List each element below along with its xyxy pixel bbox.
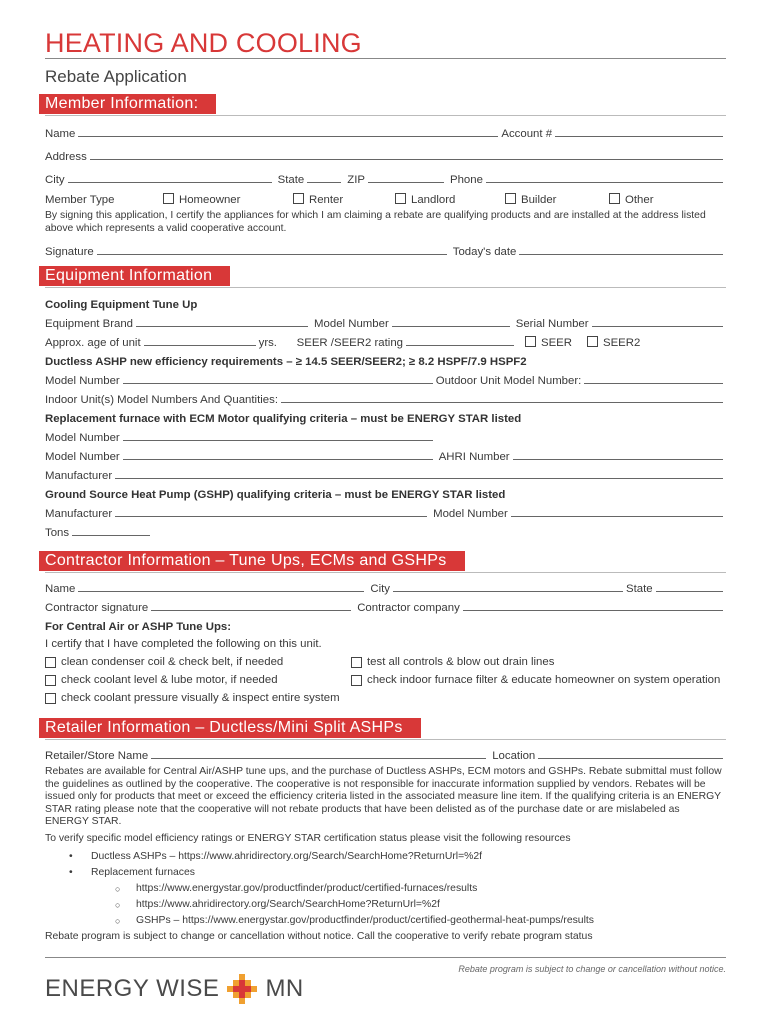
account-number-field[interactable] [555,135,723,137]
furnace-model-row-2: Model Number AHRI Number [45,444,726,463]
retailer-name-field[interactable] [151,757,486,759]
ahri-number-field[interactable] [513,458,723,460]
renter-checkbox[interactable] [293,193,304,204]
city-field[interactable] [68,181,272,183]
resource-list [45,849,726,929]
gshp-model-field[interactable] [511,515,723,517]
type-builder[interactable]: Builder [505,193,609,206]
contractor-signature-field[interactable] [151,609,351,611]
member-heading: Member Information: [39,94,216,114]
type-renter[interactable]: Renter [293,193,395,206]
todays-date-field[interactable] [519,253,723,255]
outdoor-model-field[interactable] [584,382,723,384]
footer-note: Rebate program is subject to change or cancellation without notice. [458,964,726,974]
member-type-row: Member Type Homeowner Renter Landlord Builder Other [45,194,654,206]
checkbox[interactable] [351,657,362,668]
tuneup-checklist [45,650,726,704]
check-item-2[interactable]: check coolant level & lube motor, if needed [45,668,351,686]
retailer-row: Retailer/Store Name Location [45,743,726,762]
list-item[interactable]: ○ https://www.energystar.gov/productfinder/product/certified-furnaces/results [45,881,726,897]
zip-field[interactable] [368,181,444,183]
tons-field[interactable] [72,534,150,536]
list-item[interactable]: • Ductless ASHPs – https://www.ahridirectory.org/Search/SearchHome?ReturnUrl=%2f [45,849,726,865]
gshp-manufacturer-field[interactable] [115,515,427,517]
energy-wise-logo [45,972,304,1006]
indoor-models-field[interactable] [281,401,723,403]
furnace-manufacturer-field[interactable] [115,477,723,479]
type-homeowner[interactable]: Homeowner [163,193,293,206]
check-item-5[interactable]: check indoor furnace filter & educate homeowner on system operation [351,668,726,686]
form-page [45,28,726,943]
signature-row: Signature Today's date [45,239,726,258]
member-section-header [45,94,726,116]
checkbox[interactable] [351,675,362,686]
age-row: Approx. age of unit yrs. SEER /SEER2 rating SEER SEER2 [45,337,641,349]
type-other[interactable]: Other [609,193,654,206]
contractor-heading: Contractor Information – Tune Ups, ECMs and GSHPs [39,551,465,571]
type-landlord[interactable]: Landlord [395,193,505,206]
equipment-heading: Equipment Information [39,266,230,286]
furnace-manufacturer-row: Manufacturer [45,463,726,482]
change-text: Rebate program is subject to change or cancellation without notice. Call the cooperative to verify rebate program status [45,930,593,942]
equipment-brand-field[interactable] [136,325,308,327]
tuneup-certify: I certify that I have completed the following on this unit. [45,638,322,650]
furnace-model-row-1: Model Number [45,425,726,444]
seer-option[interactable]: SEER [525,336,587,349]
contractor-sig-row: Contractor signature Contractor company [45,595,726,614]
retailer-section-header [45,718,726,740]
member-name-field[interactable] [78,135,498,137]
contractor-name-row: Name City State [45,576,726,595]
logo-text-left: ENERGY WISE [45,975,220,1002]
list-item: • Replacement furnaces [45,865,726,881]
phone-field[interactable] [486,181,723,183]
ductless-model-field[interactable] [123,382,433,384]
list-item[interactable]: ○ GSHPs – https://www.energystar.gov/productfinder/product/certified-geothermal-heat-pumps/results [45,913,726,929]
homeowner-checkbox[interactable] [163,193,174,204]
city-row: City State ZIP Phone [45,167,726,186]
equipment-section-header [45,266,726,288]
furnace-model-field-1[interactable] [123,439,433,441]
contractor-section-header [45,551,726,573]
cooling-title: Cooling Equipment Tune Up [45,299,198,311]
state-field[interactable] [307,181,341,183]
cooling-model-field[interactable] [392,325,510,327]
gshp-title: Ground Source Heat Pump (GSHP) qualifying criteria – must be ENERGY STAR listed [45,489,506,501]
contractor-name-field[interactable] [78,590,364,592]
gshp-row: Manufacturer Model Number [45,501,726,520]
logo-text-right: MN [265,975,304,1002]
seer-rating-field[interactable] [406,344,514,346]
retailer-location-field[interactable] [538,757,723,759]
member-name-row: Name Account # [45,121,726,140]
rebates-text: Rebates are available for Central Air/ASHP tune ups, and the purchase of Ductless ASHPs, ECM motors and GSHPs. Rebate submittal must follow the guidelines as outlined by the cooperative. The cooperative is not responsible for inaccurate information supplied by vendors. Rebates will be issued only for products that meet or exceed the efficiency criteria listed in the associated measure line item. If the qualifying criteria is an ENERGY STAR rating please note that the cooperative will not rebate products that have been delisted as of the purchase date or are mislabeled as ENERGY STAR. [45,766,722,828]
ductless-title: Ductless ASHP new efficiency requirements – ≥ 14.5 SEER/SEER2; ≥ 8.2 HSPF/7.9 HSPF2 [45,356,527,368]
seer2-option[interactable]: SEER2 [587,336,640,349]
contractor-company-field[interactable] [463,609,723,611]
builder-checkbox[interactable] [505,193,516,204]
serial-number-field[interactable] [592,325,723,327]
list-item[interactable]: ○ https://www.ahridirectory.org/Search/SearchHome?ReturnUrl=%2f [45,897,726,913]
check-item-4[interactable]: test all controls & blow out drain lines [351,650,726,668]
contractor-city-field[interactable] [393,590,623,592]
address-row: Address [45,144,726,163]
other-checkbox[interactable] [609,193,620,204]
checkbox[interactable] [45,693,56,704]
indoor-row: Indoor Unit(s) Model Numbers And Quantities: [45,387,726,406]
check-item-3[interactable]: check coolant pressure visually & inspect entire system [45,686,351,704]
seer-checkbox[interactable] [525,336,536,347]
form-title: HEATING AND COOLING [45,28,726,59]
ductless-model-row: Model Number Outdoor Unit Model Number: [45,368,726,387]
furnace-title: Replacement furnace with ECM Motor qualifying criteria – must be ENERGY STAR listed [45,413,522,425]
seer2-checkbox[interactable] [587,336,598,347]
contractor-state-field[interactable] [656,590,723,592]
tons-row: Tons [45,520,726,539]
member-signature-field[interactable] [97,253,447,255]
checkbox[interactable] [45,675,56,686]
energy-wise-grid-icon [227,974,257,1004]
form-subtitle: Rebate Application [45,67,187,86]
tuneup-title: For Central Air or ASHP Tune Ups: [45,621,232,633]
brand-row: Equipment Brand Model Number Serial Number [45,311,726,330]
footer-divider [45,957,726,958]
member-certify-text: By signing this application, I certify the appliances for which I am claiming a rebate are qualifying products and are installed at the address listed above which represents a valid cooperative account. [45,210,706,234]
check-item-1[interactable]: clean condenser coil & check belt, if needed [45,650,351,668]
retailer-heading: Retailer Information – Ductless/Mini Split ASHPs [39,718,421,738]
furnace-model-field-2[interactable] [123,458,433,460]
verify-text: To verify specific model efficiency ratings or ENERGY STAR certification status please visit the following resources [45,832,571,844]
landlord-checkbox[interactable] [395,193,406,204]
unit-age-field[interactable] [144,344,256,346]
address-field[interactable] [90,158,723,160]
checkbox[interactable] [45,657,56,668]
